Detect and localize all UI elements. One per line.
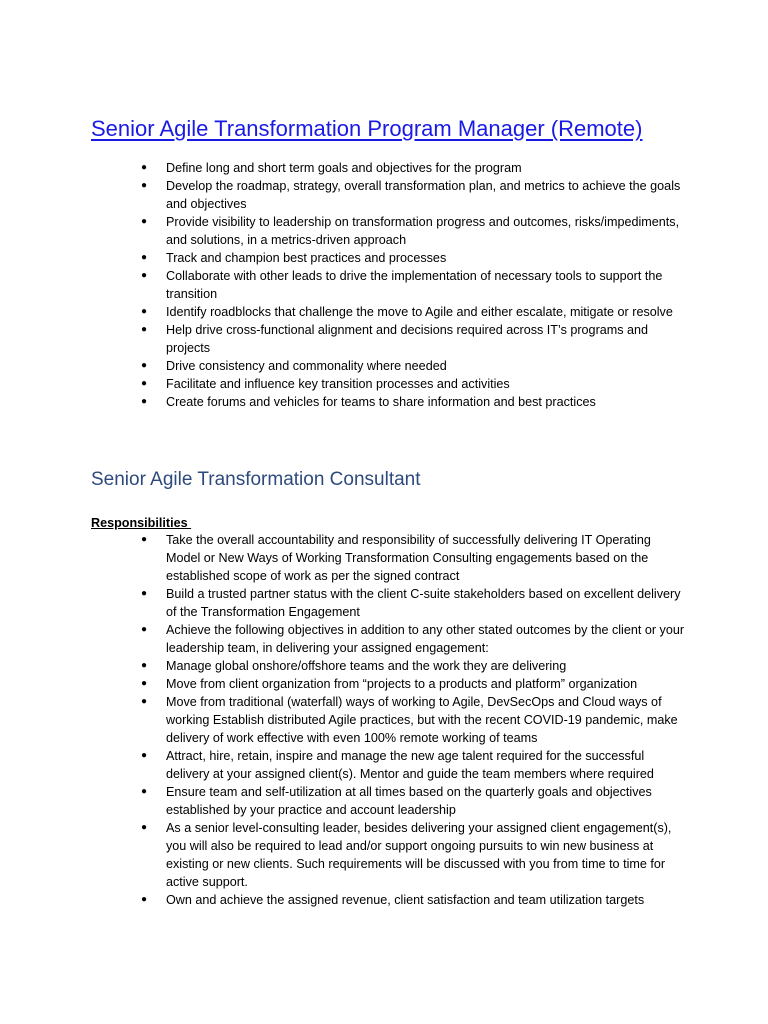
- bullet-icon: ●: [141, 894, 148, 905]
- list-item: [0, 177, 768, 213]
- list-item: [0, 357, 768, 375]
- list-item: [0, 267, 768, 303]
- bullet-icon: ●: [141, 696, 148, 707]
- list-item-text: Manage global onshore/offshore teams and the work they are delivering: [166, 659, 567, 673]
- list-item-text: Achieve the following objectives in addition to any other stated outcomes by the client or your leadership team, in delivering your assigned engagement:: [166, 623, 685, 655]
- list-item-text: Facilitate and influence key transition processes and activities: [166, 377, 510, 391]
- bullet-icon: ●: [141, 678, 148, 689]
- list-item-text: Provide visibility to leadership on transformation progress and outcomes, risks/impediments, and solutions, in a metrics-driven approach: [166, 215, 680, 247]
- list-item: [0, 657, 768, 675]
- bullet-icon: ●: [141, 750, 148, 761]
- bullet-icon: ●: [141, 534, 148, 545]
- list-item-text: Define long and short term goals and objectives for the program: [166, 161, 522, 175]
- list-item-text: Own and achieve the assigned revenue, client satisfaction and team utilization targets: [166, 893, 645, 907]
- list-item: [0, 159, 768, 177]
- list-item: [0, 375, 768, 393]
- bullet-icon: ●: [141, 660, 148, 671]
- list-item: [0, 393, 768, 411]
- consultant-title: Senior Agile Transformation Consultant: [91, 469, 421, 490]
- list-item: [0, 675, 768, 693]
- list-item-text: Move from client organization from “projects to a products and platform” organization: [166, 677, 638, 691]
- list-item-text: Help drive cross-functional alignment and decisions required across IT’s programs and projects: [166, 323, 649, 355]
- list-item: [0, 303, 768, 321]
- bullet-icon: ●: [141, 396, 148, 407]
- list-item-text: Identify roadblocks that challenge the move to Agile and either escalate, mitigate or resolve: [166, 305, 673, 319]
- bullet-icon: ●: [141, 822, 148, 833]
- list-item-text: Build a trusted partner status with the client C-suite stakeholders based on excellent delivery of the Transformation Engagement: [166, 587, 681, 619]
- list-item: [0, 621, 768, 657]
- list-item-text: Collaborate with other leads to drive the implementation of necessary tools to support the transition: [166, 269, 663, 301]
- responsibilities-heading: Responsibilities: [91, 516, 192, 530]
- list-item: [0, 213, 768, 249]
- list-item-text: Ensure team and self-utilization at all times based on the quarterly goals and objectives established by your practice and account leadership: [166, 785, 652, 817]
- list-item-text: Develop the roadmap, strategy, overall transformation plan, and metrics to achieve the goals and objectives: [166, 179, 681, 211]
- bullet-icon: ●: [141, 216, 148, 227]
- list-item: [0, 819, 768, 891]
- list-item: [0, 531, 768, 585]
- list-item: [0, 747, 768, 783]
- list-item: [0, 585, 768, 621]
- list-item-text: Track and champion best practices and processes: [166, 251, 447, 265]
- bullet-icon: ●: [141, 162, 148, 173]
- bullet-icon: ●: [141, 324, 148, 335]
- list-item-text: Move from traditional (waterfall) ways of working to Agile, DevSecOps and Cloud ways of working Establish distributed Agile practices, but with the recent COVID-19 pandemic, make delivery of work effective with even 100% remote working of teams: [166, 695, 678, 745]
- list-item-text: Take the overall accountability and responsibility of successfully delivering IT Operating Model or New Ways of Working Transformation Consulting engagements based on the established scope of work as per the signed contract: [166, 533, 651, 583]
- program-manager-duties-list: [0, 159, 768, 411]
- bullet-icon: ●: [141, 588, 148, 599]
- bullet-icon: ●: [141, 624, 148, 635]
- list-item-text: As a senior level-consulting leader, besides delivering your assigned client engagement(s), you will also be required to lead and/or support ongoing pursuits to win new business at existing or new clients. Such requirements will be discussed with you from time to time for active support.: [166, 821, 672, 889]
- list-item: [0, 783, 768, 819]
- list-item-text: Attract, hire, retain, inspire and manage the new age talent required for the successful delivery at your assigned client(s). Mentor and guide the team members where required: [166, 749, 654, 781]
- list-item-text: Create forums and vehicles for teams to share information and best practices: [166, 395, 596, 409]
- bullet-icon: ●: [141, 180, 148, 191]
- consultant-responsibilities-list: [0, 531, 768, 909]
- program-manager-title: Senior Agile Transformation Program Manager (Remote): [91, 116, 643, 141]
- list-item: [0, 891, 768, 909]
- bullet-icon: ●: [141, 378, 148, 389]
- list-item-text: Drive consistency and commonality where needed: [166, 359, 447, 373]
- bullet-icon: ●: [141, 306, 148, 317]
- bullet-icon: ●: [141, 252, 148, 263]
- bullet-icon: ●: [141, 360, 148, 371]
- bullet-icon: ●: [141, 270, 148, 281]
- list-item: [0, 321, 768, 357]
- list-item: [0, 249, 768, 267]
- list-item: [0, 693, 768, 747]
- bullet-icon: ●: [141, 786, 148, 797]
